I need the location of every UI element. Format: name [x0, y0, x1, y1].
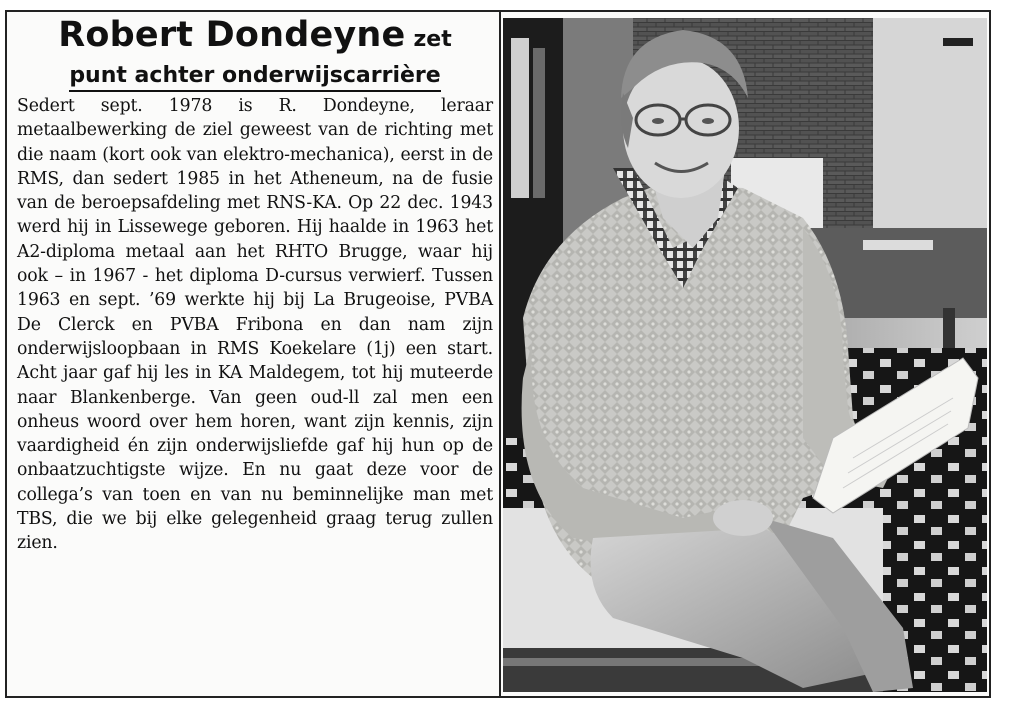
headline-rest: zet — [413, 27, 452, 52]
headline — [17, 15, 493, 55]
newspaper-clipping — [5, 10, 991, 698]
headline-name: Robert Dondeyne — [58, 15, 406, 55]
subheadline — [17, 65, 493, 87]
subheadline-text: punt achter onderwijscarrière — [69, 63, 440, 92]
article-text-column — [7, 12, 501, 696]
article-body: Sedert sept. 1978 is R. Dondeyne, leraar metaalbewerking de ziel geweest van de richting met die naam (kort ook van elektro-mechanica), eerst in de RMS, dan sedert 1985 in het Atheneum, na de fusie van de beroepsafdeling met RNS-KA. Op 22 dec. 1943 werd hij in Lissewege geboren. Hij haalde in 1963 het A2-diploma metaal aan het RHTO Brugge, waar hij ook – in 1967 - het diploma D-cursus verwierf. Tussen 1963 en sept. ’69 werkte hij bij La Brugeoise, PVBA De Clerck en PVBA Fribona en dan nam zijn onderwijsloopbaan in RMS Koekelare (1j) een start. Acht jaar gaf hij les in KA Maldegem, tot hij muteerde naar Blankenberge. Van geen oud-ll zal men een onheus woord over hem horen, want zijn kennis, zijn vaardigheid én zijn onderwijsliefde gaf hij hun op de onbaatzuchtigste wijze. En nu gaat deze voor de collega’s van toen en van nu beminnelijke man met TBS, die we bij elke gelegenheid graag terug zullen zien. — [17, 96, 493, 554]
photo-illustration — [503, 18, 987, 692]
portrait-photo — [503, 18, 987, 692]
